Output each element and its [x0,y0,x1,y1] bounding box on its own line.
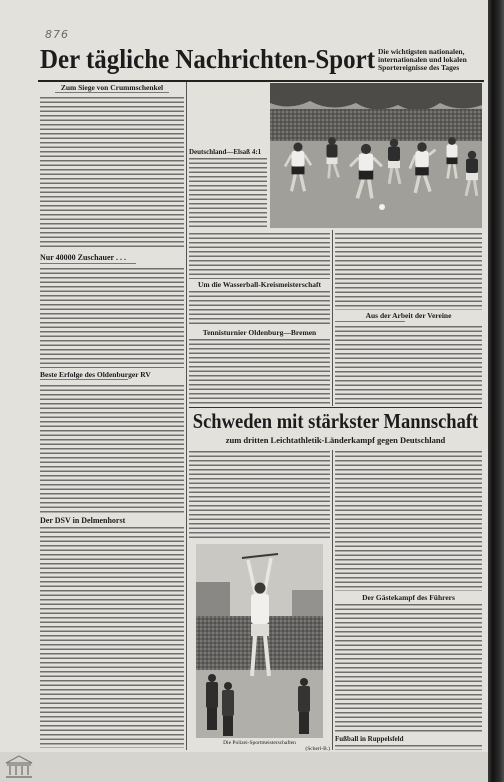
football [379,204,385,210]
masthead-title: Der tägliche Nachrichten-Sport [40,44,376,75]
article-body-text [40,385,184,515]
library-logo-icon [4,754,34,780]
tagline-line: internationalen und lokalen [378,55,467,64]
article-headline: Tennisturnier Oldenburg—Bremen [202,328,317,337]
column-rule [332,450,333,750]
article-body-text [335,326,482,405]
article-headline: Der Gästekampf des Führers [362,593,455,602]
scan-footer [0,752,488,782]
article-subheading [55,92,169,93]
masthead-tagline [378,48,486,72]
article-body-text [40,527,184,748]
results-list-text [335,233,482,310]
column-rule [332,230,333,406]
scan-edge [488,0,504,782]
photo-caption: Die Polizei-Sportmeisterschaften [223,740,296,746]
results-list-text [335,451,482,591]
article-body-text [189,451,330,539]
article-headline: Der DSV in Delmenhorst [40,516,126,525]
tagline-line: Sportereignisse des Tages [378,63,460,72]
official-figure [298,678,310,734]
article-body-text [189,233,330,279]
lead-subheadline: zum dritten Leichtathletik-Länderkampf gegen Deutschland [225,435,446,445]
article-headline: Beste Erfolge des Oldenburger RV [40,370,151,379]
article-subheading [335,321,405,322]
article-body-text [189,291,330,327]
article-body-text [189,339,330,405]
article-headline: Zum Siege von Crummschenkel [60,83,164,92]
crowd [270,109,482,141]
article-subheading [40,263,136,264]
article-subheading [40,379,128,380]
photo-athlete [196,544,323,738]
article-body-text [335,745,482,750]
photo-credit: (Scherl-B.) [305,746,330,752]
tagline-line: Die wichtigsten nationalen, [378,47,465,56]
article-body-text [40,268,184,368]
official-figure [206,674,218,730]
article-headline: Um die Wasserball-Kreismeisterschaft [197,280,322,289]
article-headline: Fußball in Ruppelsfeld [335,735,404,743]
article-headline: Deutschland—Elsaß 4:1 [189,148,262,156]
article-headline: Aus der Arbeit der Vereine [365,311,452,320]
article-body-text [40,97,184,250]
article-headline: Nur 40000 Zuschauer . . . [40,253,126,262]
page-number: 876 [45,28,69,41]
article-body-text [189,158,267,228]
lead-headline: Schweden mit stärkster Mannschaft [192,408,479,433]
photo-football-match [270,83,482,228]
official-figure [222,682,234,736]
masthead-rule [38,80,484,82]
article-body-text [335,604,482,734]
